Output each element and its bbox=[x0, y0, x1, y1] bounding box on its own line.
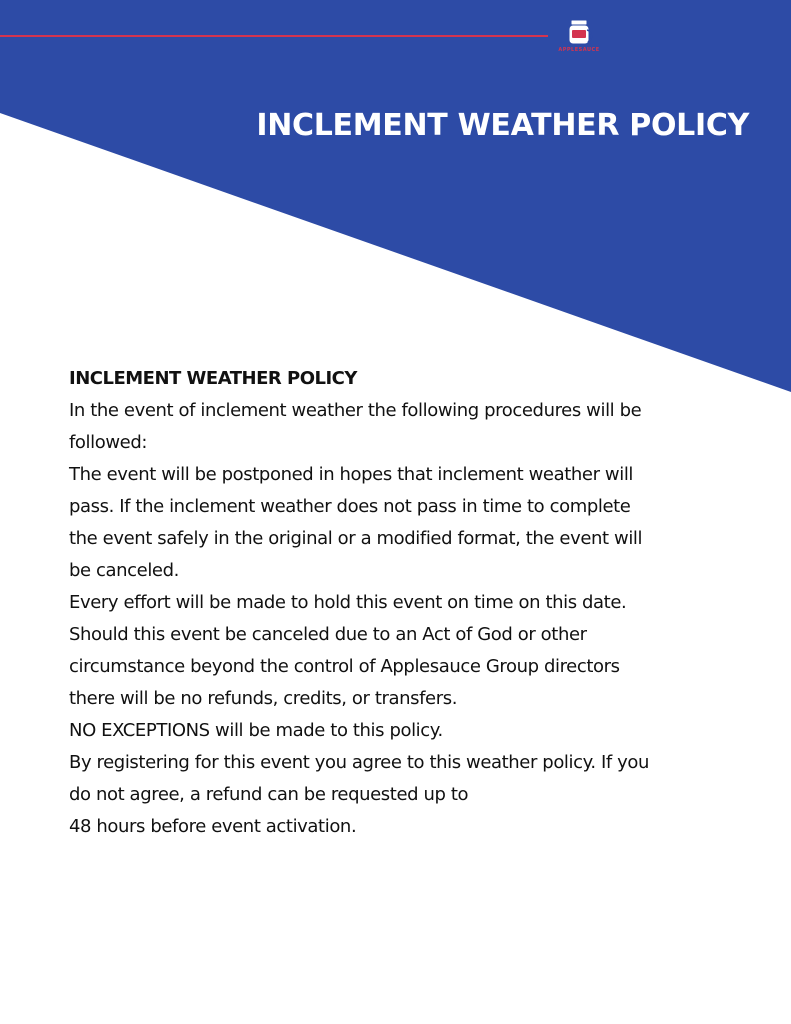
header-rule bbox=[0, 35, 548, 37]
logo-caption: APPLESAUCE bbox=[558, 47, 600, 53]
banner-shape bbox=[0, 0, 791, 392]
policy-text bbox=[69, 363, 729, 843]
policy-line: be canceled. bbox=[69, 560, 179, 581]
policy-line: the event safely in the original or a modified format, the event will bbox=[69, 528, 643, 549]
policy-line: NO EXCEPTIONS will be made to this policy. bbox=[69, 720, 443, 741]
policy-line: circumstance beyond the control of Applesauce Group directors bbox=[69, 656, 620, 677]
company-logo bbox=[554, 18, 604, 56]
policy-line: Every effort will be made to hold this event on time on this date. bbox=[69, 592, 627, 613]
policy-line: By registering for this event you agree to this weather policy. If you bbox=[69, 752, 650, 773]
page-title: INCLEMENT WEATHER POLICY bbox=[256, 108, 749, 143]
policy-line: The event will be postponed in hopes that inclement weather will bbox=[69, 464, 634, 485]
policy-line: In the event of inclement weather the following procedures will be bbox=[69, 400, 642, 421]
policy-line: 48 hours before event activation. bbox=[69, 816, 357, 837]
policy-line: followed: bbox=[69, 432, 148, 453]
policy-line: there will be no refunds, credits, or transfers. bbox=[69, 688, 458, 709]
policy-line: Should this event be canceled due to an Act of God or other bbox=[69, 624, 587, 645]
policy-heading: INCLEMENT WEATHER POLICY bbox=[69, 368, 357, 389]
policy-line: do not agree, a refund can be requested up to bbox=[69, 784, 469, 805]
policy-line: pass. If the inclement weather does not pass in time to complete bbox=[69, 496, 631, 517]
jar-icon bbox=[554, 18, 604, 48]
header-banner bbox=[0, 0, 791, 392]
